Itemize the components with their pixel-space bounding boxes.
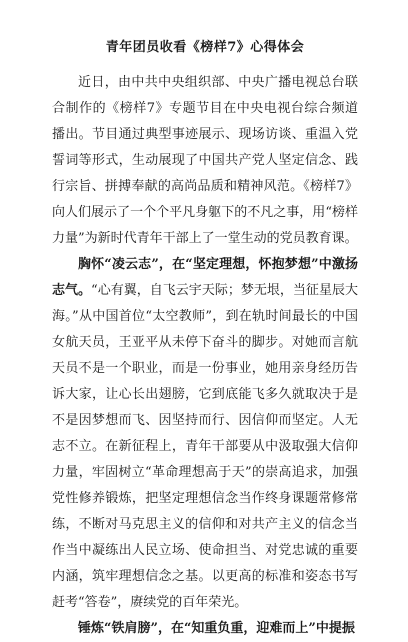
- paragraph-section-1: [52, 252, 358, 616]
- paragraph-intro: [52, 70, 358, 252]
- paragraph-intro-text: 近日，由中共中央组织部、中央广播电视总台联合制作的《榜样7》专题节目在中央电视台综合频道播出。节目通过典型事迹展示、现场访谈、重温入党誓词等形式，生动展现了中国共产党人坚定信念、践行宗旨、拼搏奉献的高尚品质和精神风范。《榜样7》向人们展示了一个个平凡身躯下的不凡之事，用“榜样力量”为新时代青年干部上了一堂生动的党员教育课。: [52, 75, 358, 246]
- section-1-text: “心有翼，自飞云宇天际；梦无垠，当征星辰大海。”从中国首位“太空教师”，到在轨时间最长的中国女航天员，王亚平从未停下奋斗的脚步。对她而言航天员不是一个职业，而是一份事业，她用亲身经历告诉大家，让心长出翅膀，它到底能飞多久就取决于是不是因梦想而飞、因坚持而行、因信仰而坚定。人无志不立。在新征程上，青年干部要从中汲取强大信仰力量，牢固树立“革命理想高于天”的崇高追求，加强党性修养锻炼，把坚定理想信念当作终身课题常修常练，不断对马克思主义的信仰和对共产主义的信念当作当中凝练出人民立场、使命担当、对党忠诚的重要内涵，筑牢理想信念之基。以更高的标准和姿态书写赶考“答卷”，赓续党的百年荣光。: [52, 283, 358, 610]
- paragraph-section-2: [52, 616, 358, 642]
- document-title: 青年团员收看《榜样7》心得体会: [105, 40, 305, 55]
- section-2-heading: 锤炼“铁肩膀”，在“知重负重，迎难而上”中提振: [78, 621, 355, 636]
- section-1-heading: 胸怀“凌云志”，在“坚定理想，怀抱梦想”中激扬志气。: [52, 257, 358, 298]
